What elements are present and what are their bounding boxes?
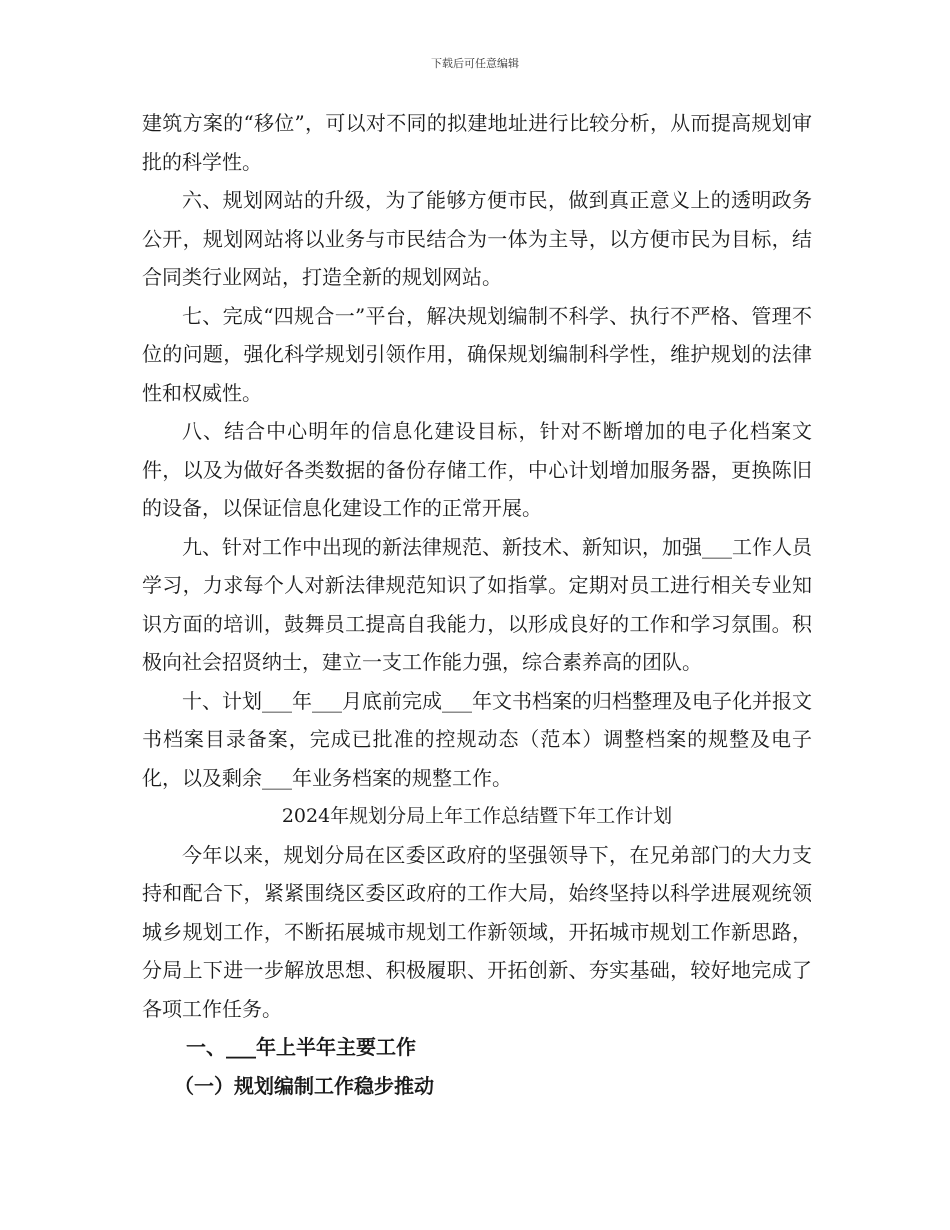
paragraph-item-7: 七、完成“四规合一”平台，解决规划编制不科学、执行不严格、管理不位的问题，强化科学规划引领作用，确保规划编制科学性，维护规划的法律性和权威性。 — [142, 303, 812, 405]
paragraph-item-6: 六、规划网站的升级，为了能够方便市民，做到真正意义上的透明政务公开，规划网站将以业务与市民结合为一体为主导，以方便市民为目标，结合同类行业网站，打造全新的规划网站。 — [142, 188, 812, 289]
paragraph-continuation: 建筑方案的“移位”，可以对不同的拟建地址进行比较分析，从而提高规划审批的科学性。 — [142, 111, 812, 174]
document-title: 2024年规划分局上年工作总结暨下年工作计划 — [281, 805, 673, 827]
section-heading: 一、___年上半年主要工作 — [186, 1035, 416, 1059]
page-header: 下载后可任意编辑 — [431, 57, 519, 70]
document-body — [142, 104, 812, 1105]
paragraph-item-9: 九、针对工作中出现的新法律规范、新技术、新知识，加强___工作人员学习，力求每个人对新法律规范知识了如指掌。定期对员工进行相关专业知识方面的培训，鼓舞员工提高自我能力，以形成良好的工作和学习氛围。积极向社会招贤纳士，建立一支工作能力强，综合素养高的团队。 — [142, 534, 812, 674]
paragraph-item-8: 八、结合中心明年的信息化建设目标，针对不断增加的电子化档案文件，以及为做好各类数据的备份存储工作，中心计划增加服务器，更换陈旧的设备，以保证信息化建设工作的正常开展。 — [142, 419, 812, 520]
paragraph-item-10: 十、计划___年___月底前完成___年文书档案的归档整理及电子化并报文书档案目录备案，完成已批准的控规动态（范本）调整档案的规整及电子化，以及剩余___年业务档案的规整工作。 — [142, 688, 812, 790]
subsection-heading: （一）规划编制工作稳步推动 — [174, 1073, 434, 1098]
intro-paragraph: 今年以来，规划分局在区委区政府的坚强领导下，在兄弟部门的大力支持和配合下，紧紧围绕区委区政府的工作大局，始终坚持以科学进展观统领城乡规划工作，不断拓展城市规划工作新领域，开拓城市规划工作新思路，分局上下进一步解放思想、积极履职、开拓创新、夯实基础，较好地完成了各项工作任务。 — [142, 842, 812, 1021]
